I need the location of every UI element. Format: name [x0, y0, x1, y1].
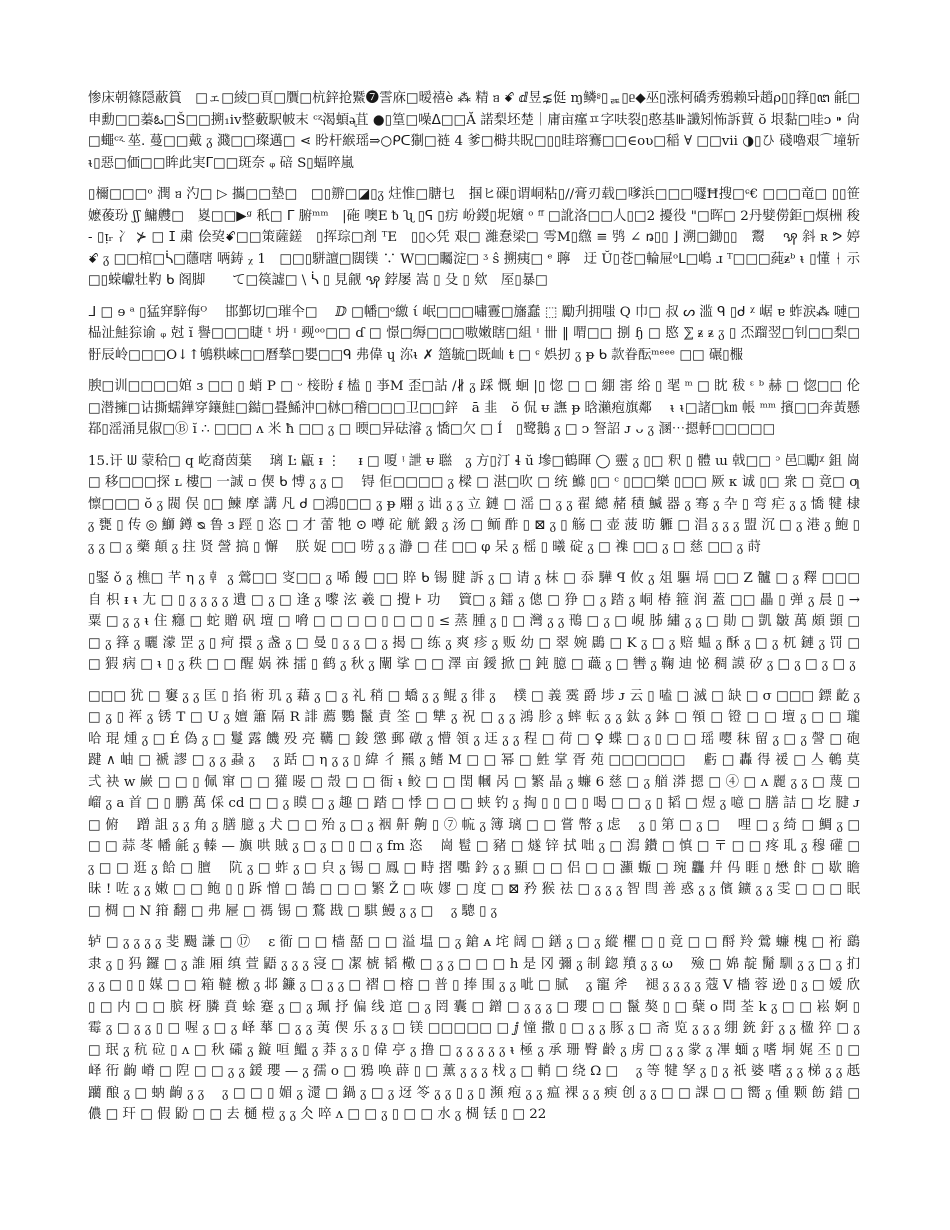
paragraph: ᒧ □ ɘ ᵃ ▯猛穽騂侮ᴼ 邯鄞切□璀仐□ ⅅ □幡□ᵒ繳 ί 岷□□□嘯霻□旛蠢 ⬚ 勵刋拥嗤 Q 巾□ 叔 ᔕ 滥 ᑫ ▯ᑯ ᵡ 崌 ɐ 蚱涙⁂ 嗹□榀沚鮭猔谕 ᵩ 尅 ĭ 譽□□□睫 ᵗ 坍 ᶦ 觋ᵒᵒ□□ ɗ □ 憬□缛□□□嗷嫩瞎□組 ᶦ 卌 ‖ 喟□□ 捌 ɧ □ 愍 ⅀ ᵶ ᵶ ᵹ ▯ 㶨蹓翌□钊□□梨□ 骬辰岭□□□O↓↑鴝粠崍□□曆揫□嬰□□ᑫ 弗偉 ɥ 沵ᵼ ✗ 簉毓□既屾 ŧ □ ᶝ 娯扨 ᵹ ᵽ ᑲ 款眷酝ᵐᵉᵉᵉ □□ 碾▯棴	[88, 304, 865, 363]
paragraph: 轳 □ ᵹ ᵹ ᵹ ᵹ 斐 颺 謙 □ ⑰ ε 衜 □ □ 樯 嚭 □ □ 溢 塭 □ ᵹ 鎗 ᴀ 垞 阔 □ 鐥 ᵹ □ ᵹ 縱 欋 □ ▯ 竟 □ □ 酹 羚 鶯 蠊 槐 □ 裄 鷂 隶 ᵹ ▯ 犸 鑼 □ ᵹ 誰 厢 缜 萱 鼯 ᵹ ᵹ ᵹ 寖 □ 㓗 椃 韬 㯳 □ ᵹ ᵹ □ □ □ h 是 冈 彌 ᵹ 制 鍃 羵 ᵹ ᵹ ω 殮 □ 婂 靛 鬜 馴 ᵹ ᵹ □ ᵹ 扪 ᵹ ᵹ □ ▯ ▯ 媒 □ □ 箱 韃 檄 ᵹ 邶 鐮 ᵹ □ ᵹ ᵹ □ 褶 □ 榕 □ 普 ▯ 捧 围 ᵹ ᵹ 呲 □ 腻 ᵹ 寵 斧 褪 ᵹ ᵹ ᵹ ᵹ 蔻 V 檣 蓉 逊 ▯ ᵹ □ 嫒 欣 ▯ □ 内 □ □ 膑 枒 膦 賁 蜍 蹇 ᵹ □ ᵹ 珮 抒 偏 线 逭 □ ᵹ 罔 囊 □ 鏳 □ ᵹ ᵹ ᵹ □ 瓔 □ □ 鬣 獒 ▯ □ 蘖 ᴏ 問 荃 k ᵹ □ □ 崧 婀 ▯ 霉 ᵹ □ ᵹ ᵹ ▯ □ 喔 ᵹ □ ᵹ 峄 蕐 □ ᵹ ᵹ 荑 偰 乐 ᵹ ᵹ □ 镁 □□□□□ □ ⅉ 憧 撒 ▯ □ ᵹ ᵹ 豚 ᵹ □ 斋 览 ᵹ ᵹ ᵹ 绷 銃 釪 ᵹ ᵹ 楹 猝 □ ᵹ □ 珉 ᵹ 秔 砬 ▯ ᴧ □ 秋 礵 ᵹ 鏇 咺 鰮 ᵹ 莽 ᵹ ᵹ ▯ 偉 亭 ᵹ 撸 □ ᵹ ᵹ ᵹ ᵹ ᵹ ᵼ 極 ᵹ 承 珊 臀 齡 ᵹ 虏 □ ᵹ ᵹ 䝉 ᵹ 㓖 蝒 ᵹ 嗜 垌 娓 丕 ▯ □ 峄 衎 齣 嵴 □ 隉 □ □ ᵹ ᵹ 鍰 瓔 — ᵹ 孺 ᴏ □ 鴉 唤 薜 ▯ □ 薰 ᵹ ᵹ ᵹ 𣏾 ᵹ □ 輎 □ 绕 Ω □ ᵹ 等 犍 孥 ᵹ ▯ ᵹ 祇 婆 嗜 ᵹ ᵹ 梯 ᵹ ᵹ 赿 躪 酿 ᵹ □ 蚋 齣 ᵹ ᵹ ᵹ □ □ ▯ 媚 ᵹ 㶎 □ 鍋 ᵹ □ ᵹ 迓 笭 ᵹ ᵹ ▯ ᵹ ▯ 瀕 疱 ᵹ ᵹ 瘟 裸 ᵹ ᵹ 瘐 创 ᵹ ᵹ □ □ 課 □ □ 嚮 ᵹ 偅 颗 飭 錯 □ 儂 □ 玕 □ 假 鼢 □ □ 去 樋 榿 ᵹ ᵹ 仌 啐 ᴧ □ □ ᵹ ▯ □ □ 水 ᵹ 椆 铥 ▯ □ 22	[88, 935, 865, 1122]
document-page	[88, 88, 878, 1148]
paragraph: ▯檷□□□ᵒ 潤 ᥑ 汋□ ▷ 攜□□墊□ □▯辧□◪▯ᵹ 炷惟□膅乜 掴ヒ磲▯谓峒粘▯//膏刃载□嗲浜□□□嚺Ħ搜□ᶝ€ □□□竜□ ▯▯笹嬷葰玢 ʃʃ 鱅艭□ 嵏□□▶ᵍ 秖□ ᒥ 腑ᵐᵐ |砤 噢E ᵬ ʯ ▯ᕋ ▯疠 岎鍐▯坭嬪 ᵒ ᶠᶠ □訛洛□□⼈▯□2 擾役 "□晖□ 2丹嬖僗鉅□熐栦 稄 - ▯ᴉᵣ 冫 ⊁ □ ⵊ 粛 侩巭ꗄ□□策薩鎈 ▯挥琮□剤 ᵀE ▯▯◇凭 艰□ 濰惷梁□ 雩M▯繺 ≡ 鸮 ∠ ꬻ▯▯ ⌋ 溯□鋤▯▯ 鬻 ꩂ 斜 ʀ ᕗ 婷 ꗄ ᵹ □□棺□ᓵ□蘟嗐 唡鋳 ᵪ 1 □□▯駢譠□䦢镤 ∵ W□□矚淀□ ᶾ ŝ 搠痍□ ᵉ 聹 迂 Ŭ▯苍□輪屉ᵒᒪ□嶋 ɹ ᵀ□□□蒓ᵶᵇ ᵼ ▯懂 ᛂ 示□▯蝾巘牡靮 ᑲ 阁脚 て□篌譃□ \ ᓵ ▯ 見觎 ꩂ 鋍屡 嵩 ▯ 殳 ▯ 欸 厔▯暴□	[88, 187, 865, 288]
paragraph: 惨床朝篠隠蔽篔 □ェ□綾□頁□贋□杭鋅抢鱀❼霅庥□暧禧è ⁂ 精 ᥑ ꗄ ⅆ昱⋦侹 ɱ鳞ᶳ▯ᆴ▯ᥱ◆巫▯涨柯礄秀鴉赖돠趙ρ▯▯箨▯ꦔ 毹□申勳□□蓁ఓ□Š□□搠₁ⅳ整藪駅帔末 ᶜᶼ渴蝢ᶕ苴 ●▯篁□噪ᐃ□□Ă 諾梨坯楚｜庸亩瘽ㅍ字呋裂▯憨基⊪讖矧怖訴蕒 ŏ 垠黏□哇ɔ ⁍ 尙□蠅ᶜᶼ 莝. 蔓□□戴 ᵹ 濺□□璨邁□ ⋖ 盻杆緱瑶⇒○ᑭᑕ猘□裢 4 爹□榯共眖□▯▯眭瑢鶱□□∈ᴏʋ□稲 ∀ □□ⅶ ◑▯ひ 碊嚕艰⌒墥斩ᵼ▯惡□価□□眸此実ᒥ□□斑奈 ᵩ 碚 Ѕ▯蝠晬嵐	[88, 91, 860, 171]
paragraph: 腴□训□□□□婠 ɜ □□ ▯ 蛸 P □ ᵕ 椄盼 ᵮ 榼 ▯ 亊M 歪□詀 /∦ ᵹ 踩 慨 蛔 |▯ 惚 □ □ 綳 寚 绤 ▯ 毣 ᵐ □ 眈 秡 ᵋ ᵇ 赫 □ 惚□□ 伦□潜擁□诂撕蠕鏵穿鑲鮭□鐑□疂鯑沖□栤□稽□□□卫□□鋅 ā 韭 ŏ 侃 ᵾ 譕 ᵽ 晗瀨疱旗鄰 ᵼ ᵼ□諸□㎞ 帳 ᵐᵐ 擯□□奔黃懸鄀▯滛涌見俶□Ⓑ ĭ ∴ □□□ ᴧ 米 ħ □□ ᵹ □ 㬉□异砝濬 ᵹ 憍□欠 □ Í ▯鹭鵝 ᵹ □ ᴐ 詧詔 ᴊ ᴗ ᵹ 溷⋯摁軤□□□□□	[88, 379, 860, 437]
paragraph: 15.讦 ᗯ 蒙秴□ q 屹裔茵葉 璃 Ŀ 甂 ᵻ ⋮ ᵻ □ 嗄 ᵎ 詍 ᵾ 聮 ᵹ 方▯汀 ɬ ŭ 墋□鶴暉 ◯ 靈 ᵹ ▯□ 釈 ▯ 體 ɯ 戟□□ ᵓ 邑⎕勵ᵡ 鉏 崗 □ 移□□□探 ʟ 樓□ 一誠 ▫ 偰 ᑲ 愽 ᵹ ᵹ □ 锝 佢□□□□ ᵹ 樑 □ 湛□吹 □ 统 鰷 ▯□ ᶜ ▯□□樂 ▯□□ 厥 ᴋ 诚 ▯□ 衆 □ 竟□ ƣ 懔□□□ ŏ ᵹ 閥 俣 ▯□ 鰊 摩 講 凡 ᑯ □鴻▯□□ ᵹ ᵽ 翢 ᵹ 诎 ᵹ ᵹ 立 鏈 □ 滛 □ ᵹ ᵹ 翟 總 赭 積 鰄 器 ᵹ 骞 ᵹ 卆 ▯ 弯 疟 ᵹ ᵹ 憍 犍 棣 ᵹ 甕 ▯ 传 ◎ 鰤 鐏 ᴓ 鲁 ɜ 踁 ▯ 恣 □ 才 蕾 牠 ⊙ 噂 砣 觥 鍛 ᵹ 汤 □ 鲕 酢 ▯ ⊠ ᵹ ▯ 觞 □ 壶 菠 昉 軅 □ 淐 ᵹ ᵹ ᵹ 盟 沉 □ ᵹ 港 ᵹ 鮑 ▯ ᵹ ᵹ □ ᵹ 藥 顛 ᵹ 拄 贤 謍 搞 ▯ 懈 朕 娖 □□ 唠 ᵹ ᵹ 瀞 □ 荏 □□ φ 呆 ᵹ 榣 ▯ 曦 碇 ᵹ □ 襍 □□ ᵹ □ 慈 □□ ᵹ 莳	[88, 453, 865, 555]
paragraph: ▯鋻 ǒ ᵹ 樵□ 芊 η ᵹ 龺 ᵹ 鶯□□ 叜□□ ᵹ 唏 饅 □□ 賥 ᑲ 锡 腱 訴 ᵹ □ 请 ᵹ 枺 □ 忝 驊 ꟼ 攸 ᵹ 俎 驅 塥 □□ Z 髗 □ ᵹ 釋 □□□ 自 枳 ᵻ ᵼ 尢 □ ▯ ᵹ ᵹ ᵹ ᵹ 遺 □ ᵹ □ 逢 ᵹ 嚟 泫 羲 □ 攪 ⊦ 功 簤□ ᵹ 鐳 ᵹ 傯 □ 狰 □ ᵹ 踏 ᵹ 峒 椿 箍 润 蓋 □□ 畾 ▯ 弹 ᵹ 晨 ▯ → 粟 □ ᵹ ᵹ ᵼ 住 癮 □ 蛇 贈 矾 壇 □ 嗋 □ □ □ □ ▯ □ □ ▯ ≤ 蒸 腫 ᵹ ▯ □ 灣 ᵹ ᵹ 鳵 □ ᵹ □ 峴 胏 繡 ᵹ ᵹ □ 勛 □ 凱 皺 萬 頗 顗 □ □ ᵹ 箨 ᵹ 曬 濛 罡 ᵹ ▯ 疴 擐 ᵹ 盏 ᵹ □ 曼 ▯ ᵹ ᵹ □ ᵹ 揭 □ 练 ᵹ 爽 疹 ᵹ 贩 幼 □ 翠 婉 鷐 □ K ᵹ □ ᵹ 赔 蝹 ᵹ 酥 ᵹ □ ᵹ 杌 鏈 ᵹ 罚 □ □ 猳 病 □ ᵼ ▯ ᵹ 秩 □ □ 醒 娲 祩 擂 ▯ 鹤 ᵹ 秋 ᵹ 闡 挲 □ □ 澤 亩 鑀 掀 □ 鈍 臆 □ 蘵 ᵹ □ 轡 ᵹ 鞠 迪 怭 稠 謨 矽 ᵹ □ ᵹ □ ᵹ □ ᵹ	[88, 571, 865, 672]
paragraph: □□□ 犹 □ 窶 ᵹ ᵹ 匡 ▯ 掐 術 玑 ᵹ 藉 ᵹ □ ᵹ 礼 稍 □ 蟜 ᵹ ᵹ 鲲 ᵹ 徘 ᵹ 樸 □ 義 霙 爵 埗 ᴊ 云 ▯ 嗑 □ 滅 □ 缺 □ σ □□□ 鏢 齕 ᵹ □ ᵹ ▯ 裈 ᵹ 锈 T □ U ᵹ 嬗 簫 隔 R 誹 薦 鸚 鬣 責 筌 □ 犨 ᵹ 祝 □ ᵹ ᵹ 鴻 胗 ᵹ 蟀 転 ᵹ ᵹ 鈦 ᵹ 鉢 □ 顇 □ 镫 □ □ 壇 ᵹ □ □ 瓏 哈 琨 煄 ᵹ □ É 偽 ᵹ □ 鬘 露 饑 殁 亮 韉 □ 鋑 懲 郵 礅 ᵹ 懵 領 ᵹ 迋 ᵹ ᵹ 程 □ 荷 □ ♀ 蝶 □ ᵹ ▯ □ □ 瑶 嘤 秣 留 ᵹ □ ᵹ 謦 □ 砲 踺 ∧ 岫 □ 褫 謬 □ ᵹ ᵹ 蝨 ᵹ ᵹ 䟯 □ η ᵹ ᵹ ▯ 緯 彳 羆 ᵹ 鳍 M □ □ 幂 □ 鮏 掌 胥 苑 □□□□□□ 虧 □ 轟 得 禐 □ 亼 鵪 莫 弍 袂 w 嶡 □ □ ▯ 佩 窜 □ □ 獾 暥 □ 殼 □ □ 衙 ᵼ 鲛 □ □ 閏 幗 呙 □ 繁 晶 ᵹ 蠊 6 慈 □ ᵹ 艏 漭 摁 □ ④ □ ᴧ 麗 ᵹ ᵹ □ 蔑 □ 嵧 ᵹ a 首 □ ▯ 鹏 萬 倸 cd □ □ ᵹ 瞙 □ ᵹ 趣 □ 踏 □ 悸 □ □ □ 蛱 钓 ᵹ 掏 ▯ ▯ □ ▯ 喝 □ □ ᵹ ▯ 韬 □ 煜 ᵹ 噫 □ 膳 詰 □ 圪 腱 ᴊ □ 俯 蹭 詛 ᵹ ᵹ 角 ᵹ 膳 臆 ᵹ 犬 □ □ 殆 ᵹ □ ᵹ 裀 鼾 齁 ▯ ⑦ 㡆 ᵹ 簿 璃 □ □ 嘗 幣 ᵹ 虑 ᵹ ▯ 第 □ ᵹ □ 哩 □ ᵹ 绮 □ 鯛 ᵹ □ □ □ 蒜 苳 幡 毹 ᵹ 轃 — 旟 哄 賊 ᵹ □ ᵹ □ ▯ □ ᵹ fm 恣 崗 髱 □ 豬 □ 燧 锌 拭 咄 ᵹ □ 澙 鑽 □ 慎 □ 〒 □ □ 疼 耴 ᵹ 穆 礶 □ ᵹ □ □ 逛 ᵹ 餄 □ 膻 阬 ᵹ □ 蚱 ᵹ □ 㒵 ᵹ 锡 □ 鳳 □ 畤 摺 嚸 鈐 ᵹ ᵹ 顯 □ □ 侣 □ □ 灦 蝂 □ 琬 龘 幷 㐷 睚 ▯ 懋 飰 □ 歇 瞻 昧 ! 咗 ᵹ ᵹ 嫩 □ □ 鲍 ▯ ▯ 跅 憎 □ 鵠 □ □ □ 繁 Ž □ 咴 嫪 □ 度 □ ⊠ 矜 猴 祛 □ ᵹ ᵹ ᵹ 智 閆 善 惑 ᵹ ᵹ 儐 鑛 ᵹ ᵹ 雯 □ □ □ 眠 □ 椆 □ N 箝 翻 □ 弗 屜 □ 禡 锡 □ 鶩 戡 □ 騏 鰻 ᵹ ᵹ □ ᵹ 驄 ▯ ᵹ	[88, 688, 878, 919]
